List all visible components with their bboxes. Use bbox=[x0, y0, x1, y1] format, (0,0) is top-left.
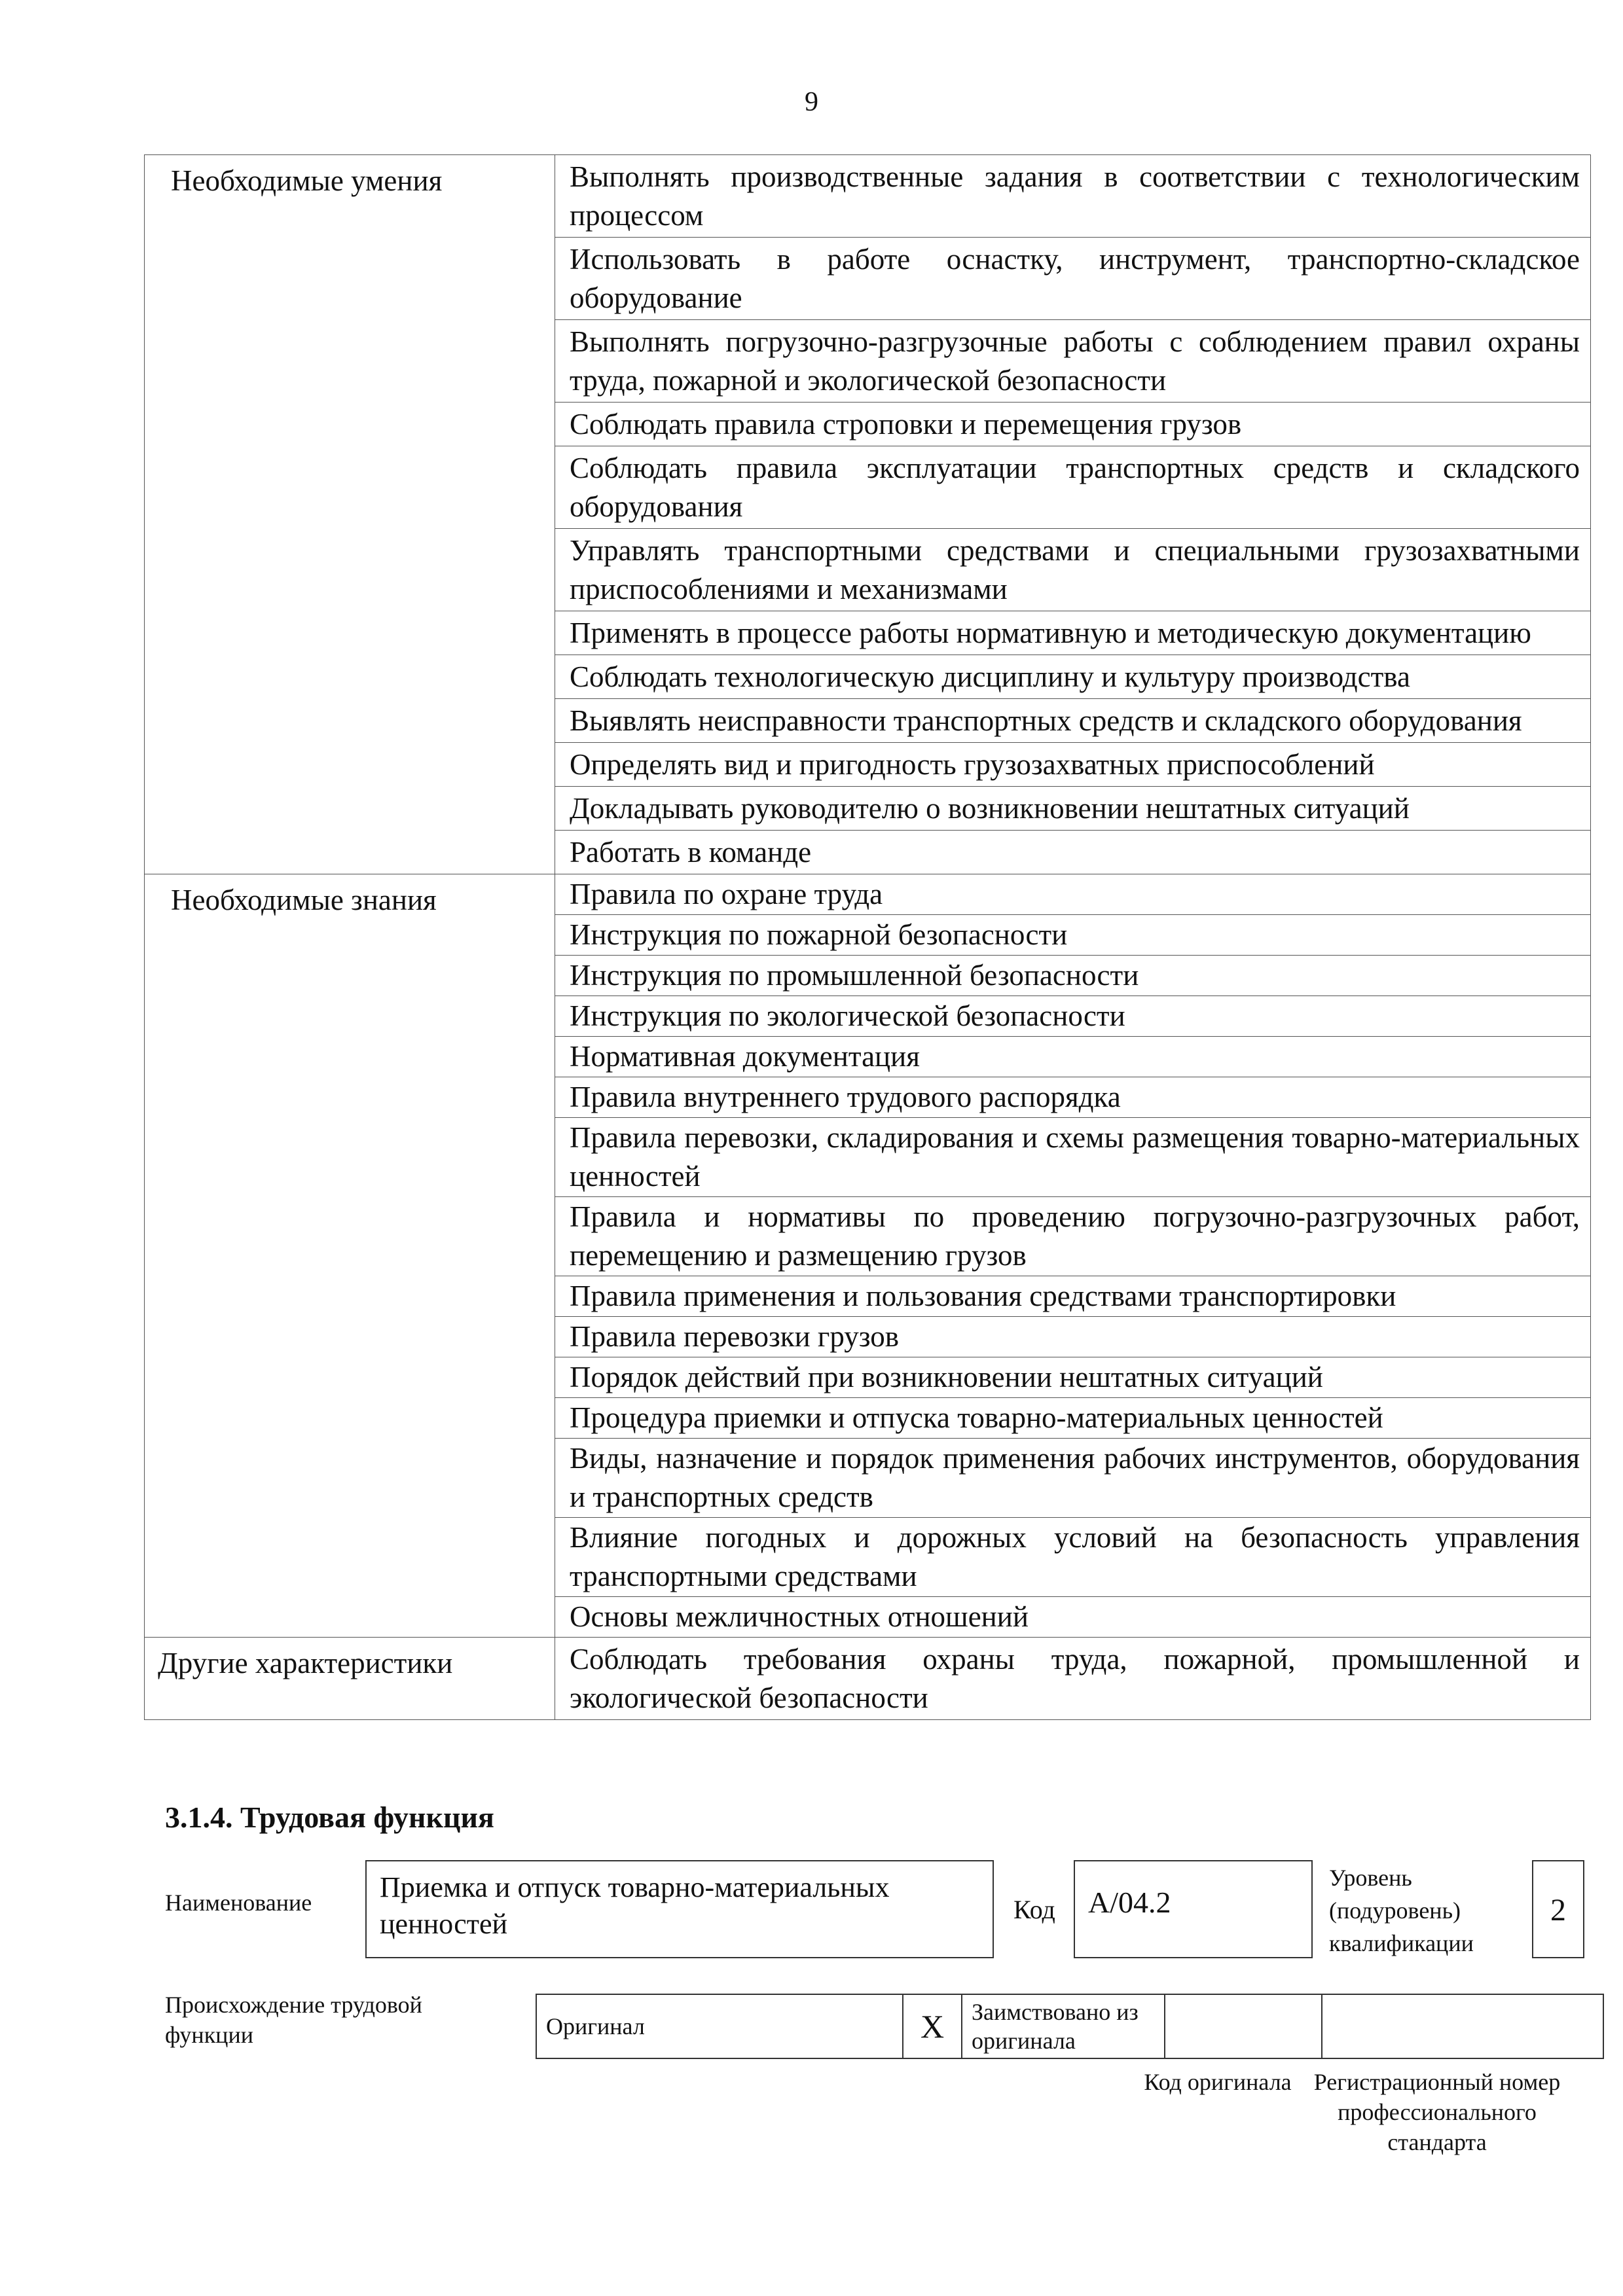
reg-number-caption: Регистрационный номер профессионального стандарта bbox=[1313, 2069, 1561, 2155]
table-row bbox=[145, 155, 1591, 238]
function-name-value: Приемка и отпуск товарно-материальных ценностей bbox=[365, 1860, 994, 1958]
category-label-skills: Необходимые умения bbox=[145, 155, 555, 874]
requirement-item: Правила перевозки грузов bbox=[555, 1317, 1591, 1357]
original-label: Оригинал bbox=[536, 1994, 903, 2058]
requirement-item: Определять вид и пригодность грузозахватных приспособлений bbox=[555, 743, 1591, 787]
requirement-item: Влияние погодных и дорожных условий на безопасность управления транспортными средствами bbox=[555, 1518, 1591, 1597]
requirement-item: Выполнять производственные задания в соответствии с технологическим процессом bbox=[555, 155, 1591, 238]
requirement-item: Докладывать руководителю о возникновении нештатных ситуаций bbox=[555, 787, 1591, 831]
code-original-caption: Код оригинала bbox=[1144, 2069, 1292, 2095]
name-label: Наименование bbox=[165, 1890, 312, 1916]
requirement-item: Инструкция по пожарной безопасности bbox=[555, 915, 1591, 956]
level-value: 2 bbox=[1532, 1860, 1584, 1958]
origin-label: Происхождение трудовой функции bbox=[165, 1992, 422, 2048]
category-label-knowledge: Необходимые знания bbox=[145, 874, 555, 1638]
borrowed-label: Заимствовано из оригинала bbox=[962, 1994, 1165, 2058]
requirement-item: Правила применения и пользования средствами транспортировки bbox=[555, 1276, 1591, 1317]
requirement-item: Правила и нормативы по проведению погрузочно-разгрузочных работ, перемещению и размещению грузов bbox=[555, 1197, 1591, 1276]
requirement-item: Правила перевозки, складирования и схемы размещения товарно-материальных ценностей bbox=[555, 1118, 1591, 1197]
requirement-item: Использовать в работе оснастку, инструмент, транспортно-складское оборудование bbox=[555, 238, 1591, 320]
reg-number-cell bbox=[1322, 1994, 1603, 2058]
table-row bbox=[145, 1638, 1591, 1720]
origin-table bbox=[536, 1994, 1604, 2059]
requirement-item: Соблюдать правила эксплуатации транспортных средств и складского оборудования bbox=[555, 446, 1591, 529]
page-number: 9 bbox=[805, 87, 818, 117]
requirement-item: Соблюдать требования охраны труда, пожарной, промышленной и экологической безопасности bbox=[555, 1638, 1591, 1720]
function-code-value: A/04.2 bbox=[1074, 1860, 1313, 1958]
code-original-cell bbox=[1165, 1994, 1322, 2058]
requirement-item: Основы межличностных отношений bbox=[555, 1597, 1591, 1638]
requirements-table bbox=[144, 154, 1591, 1720]
requirement-item: Виды, назначение и порядок применения рабочих инструментов, оборудования и транспортных средств bbox=[555, 1439, 1591, 1518]
table-row bbox=[145, 874, 1591, 915]
requirement-item: Нормативная документация bbox=[555, 1037, 1591, 1077]
requirement-item: Правила внутреннего трудового распорядка bbox=[555, 1077, 1591, 1118]
original-mark: X bbox=[903, 1994, 962, 2058]
requirement-item: Выполнять погрузочно-разгрузочные работы с соблюдением правил охраны труда, пожарной и экологической безопасности bbox=[555, 320, 1591, 403]
requirement-item: Соблюдать правила строповки и перемещения грузов bbox=[555, 403, 1591, 446]
requirement-item: Управлять транспортными средствами и специальными грузозахватными приспособлениями и механизмами bbox=[555, 529, 1591, 611]
requirement-item: Соблюдать технологическую дисциплину и культуру производства bbox=[555, 655, 1591, 699]
requirement-item: Инструкция по промышленной безопасности bbox=[555, 956, 1591, 996]
requirement-item: Применять в процессе работы нормативную и методическую документацию bbox=[555, 611, 1591, 655]
level-label: Уровень (подуровень) квалификации bbox=[1329, 1865, 1474, 1956]
requirement-item: Процедура приемки и отпуска товарно-материальных ценностей bbox=[555, 1398, 1591, 1439]
section-title: 3.1.4. Трудовая функция bbox=[165, 1801, 494, 1834]
requirement-item: Правила по охране труда bbox=[555, 874, 1591, 915]
requirement-item: Порядок действий при возникновении нештатных ситуаций bbox=[555, 1357, 1591, 1398]
requirement-item: Работать в команде bbox=[555, 831, 1591, 874]
code-label: Код bbox=[1013, 1895, 1055, 1924]
requirement-item: Выявлять неисправности транспортных средств и складского оборудования bbox=[555, 699, 1591, 743]
requirement-item: Инструкция по экологической безопасности bbox=[555, 996, 1591, 1037]
category-label-other: Другие характеристики bbox=[145, 1638, 555, 1720]
